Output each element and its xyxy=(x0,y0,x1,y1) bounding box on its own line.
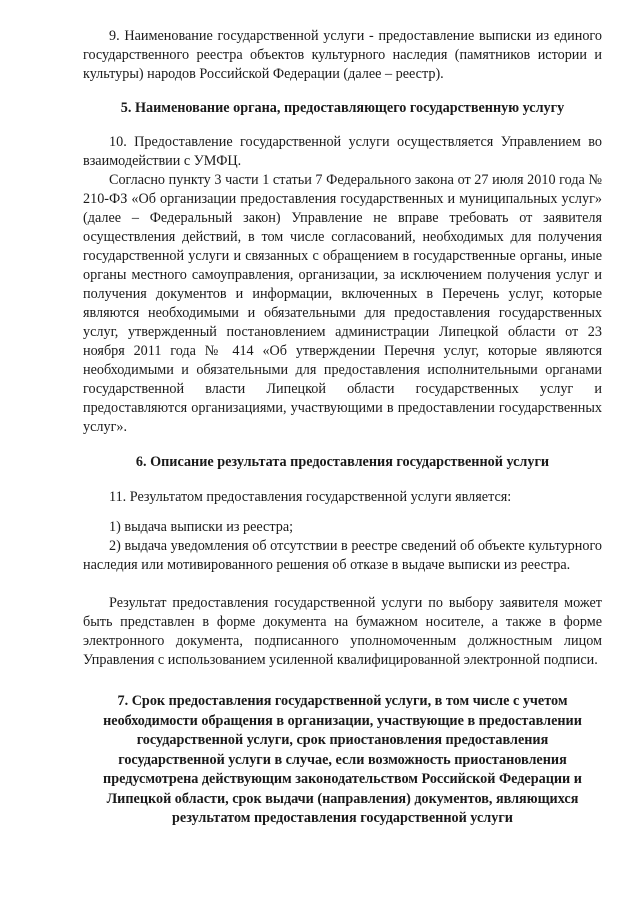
section-5-heading: 5. Наименование органа, предоставляющего государственную услугу xyxy=(120,100,565,116)
list-item-1: 1) выдача выписки из реестра; xyxy=(109,519,294,535)
paragraph-10: 10. Предоставление государственной услуги осуществляется Управлением во взаимодействии с УМФЦ. xyxy=(83,134,602,169)
section-6-heading: 6. Описание результата предоставления государственной услуги xyxy=(135,454,550,470)
paragraph-9: 9. Наименование государственной услуги - предоставление выписки из единого государственного реестра объектов культурного наследия (памятников истории и культуры) народов Российской Федерации (далее – реестр). xyxy=(83,28,602,82)
paragraph-result: Результат предоставления государственной услуги по выбору заявителя может быть представлен в форме документа на бумажном носителе, а также в форме электронного документа, подписанного уполномоченным должностным лицом Управления с использованием усиленной квалифицированной электронной подписи. xyxy=(83,595,602,668)
section-7-heading: 7. Срок предоставления государственной услуги, в том числе с учетом необходимости обращения в организации, участвующие в предоставлении государственной услуги, срок приостановления предоставления государственной услуги в случае, если возможность приостановления предусмотрена действующим законодательством Российской Федерации и Липецкой области, срок выдачи (направления) документов, являющихся результатом предоставления государственной услуги xyxy=(103,693,582,826)
list-item-2: 2) выдача уведомления об отсутствии в реестре сведений об объекте культурного наследия или мотивированного решения об отказе в выдаче выписки из реестра. xyxy=(83,538,602,573)
paragraph-11: 11. Результатом предоставления государственной услуги является: xyxy=(109,489,512,505)
paragraph-10-continued: Согласно пункту 3 части 1 статьи 7 Федерального закона от 27 июля 2010 года № 210-ФЗ «Об организации предоставления государственных и муниципальных услуг» (далее – Федеральный закон) Управление не вправе требовать от заявителя осуществления действий, в том числе согласований, необходимых для получения государственной услуги и связанных с обращением в государственные органы, иные органы местного самоуправления, организации, за исключением получения услуг и получения документов и информации, включенных в Перечень услуг, которые являются необходимыми и обязательными для предоставления государственных услуг, утвержденный постановлением администрации Липецкой области от 23 ноября 2011 года № 414 «Об утверждении Перечня услуг, которые являются необходимыми и обязательными для предоставления исполнительными органами государственной власти Липецкой области государственных услуг и предоставляются организациями, участвующими в предоставлении государственных услуг». xyxy=(83,172,602,435)
